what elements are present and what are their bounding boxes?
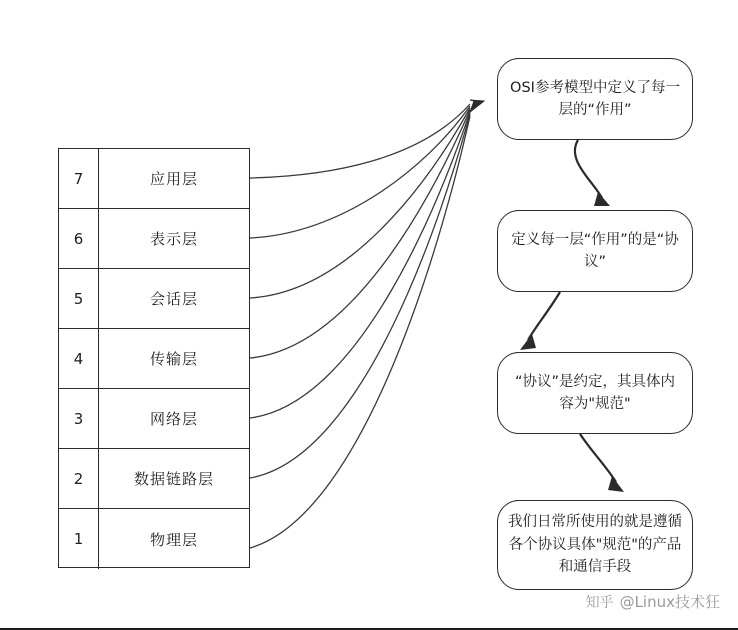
layer-number: 3 [59, 389, 99, 448]
table-row [59, 269, 249, 329]
layer-label: 传输层 [149, 350, 198, 368]
layer-label: 网络层 [149, 410, 198, 428]
layer-number: 6 [59, 209, 99, 268]
layer-number: 7 [59, 149, 99, 208]
layer-label: 会话层 [149, 290, 198, 308]
layer-label: 物理层 [149, 530, 198, 549]
layer-number: 1 [59, 509, 99, 569]
layer-number: 4 [59, 329, 99, 388]
note-box-daily-usage: 我们日常所使用的就是遵循各个协议具体"规范"的产品和通信手段 [497, 500, 693, 590]
layer-number: 5 [59, 269, 99, 328]
layer-label: 表示层 [149, 230, 198, 248]
table-row [59, 149, 249, 209]
table-row [59, 209, 249, 269]
watermark-text: @Linux技术狂 [619, 593, 720, 611]
layer-label: 应用层 [149, 170, 198, 188]
table-row [59, 389, 249, 449]
layer-label: 数据链路层 [133, 470, 214, 488]
osi-layer-table [58, 148, 250, 568]
note-box-protocol-defines-roles: 定义每一层“作用”的是“协议” [497, 210, 693, 292]
watermark [586, 591, 720, 612]
layer-number: 2 [59, 449, 99, 508]
zhihu-logo: 知乎 [585, 594, 614, 611]
table-row [59, 449, 249, 509]
note-box-protocol-is-agreement: “协议”是约定，其具体内容为"规范" [497, 352, 693, 434]
note-box-definition-of-roles: OSI参考模型中定义了每一层的“作用” [497, 58, 693, 140]
table-row [59, 329, 249, 389]
table-row [59, 509, 249, 569]
